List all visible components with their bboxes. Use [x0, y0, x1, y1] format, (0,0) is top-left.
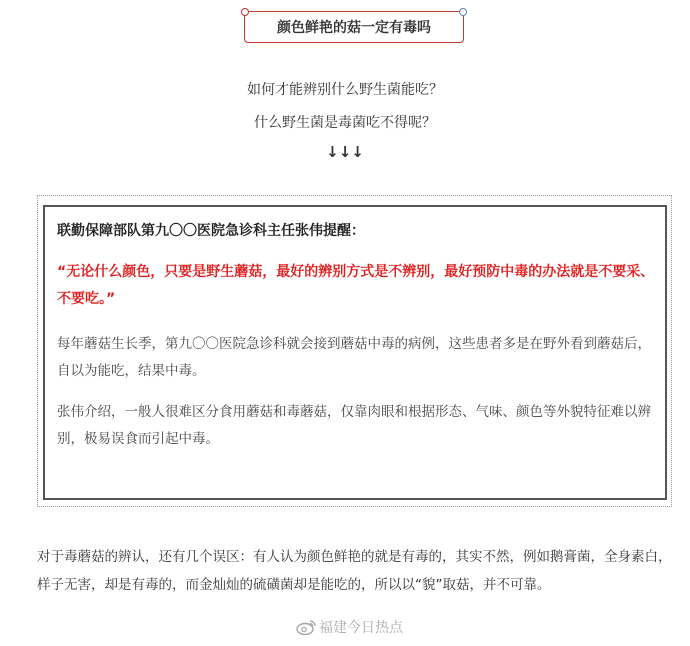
notice-heading: 联勤保障部队第九〇〇医院急诊科主任张伟提醒：: [57, 223, 365, 239]
intro-question-2: 什么野生菌是毒菌吃不得呢？: [254, 115, 436, 131]
footer-paragraph: 对于毒蘑菇的辨认，还有几个误区：有人认为颜色鲜艳的就是有毒的，其实不然，例如鹅膏菌，全身素白，样子无害，却是有毒的，而金灿灿的硫磺菌却是能吃的，所以以“貌”取菇，并不可靠。: [37, 549, 672, 593]
notice-frame: [37, 195, 672, 507]
badge-dot-right: [459, 8, 467, 16]
watermark-text: 福建今日热点: [319, 620, 403, 636]
intro-question-1: 如何才能辨别什么野生菌能吃？: [247, 82, 443, 98]
badge-dot-left: [241, 8, 249, 16]
title-badge: [244, 11, 464, 43]
notice-box: [43, 205, 667, 500]
weibo-icon: [296, 619, 316, 635]
notice-quote: “无论什么颜色，只要是野生蘑菇，最好的辨别方式是不辨别，最好预防中毒的办法就是不要采、不要吃。”: [57, 264, 655, 307]
notice-paragraph-1: 每年蘑菇生长季，第九〇〇医院急诊科就会接到蘑菇中毒的病例，这些患者多是在野外看到蘑菇后，自以为能吃，结果中毒。: [57, 336, 651, 379]
notice-paragraph-2: 张伟介绍，一般人很难区分食用蘑菇和毒蘑菇，仅靠肉眼和根据形态、气味、颜色等外貌特征难以辨别，极易误食而引起中毒。: [57, 404, 651, 447]
watermark: [296, 617, 403, 637]
page-title: 颜色鲜艳的菇一定有毒吗: [277, 20, 431, 36]
down-arrows-icon: ↓↓↓: [326, 143, 364, 161]
